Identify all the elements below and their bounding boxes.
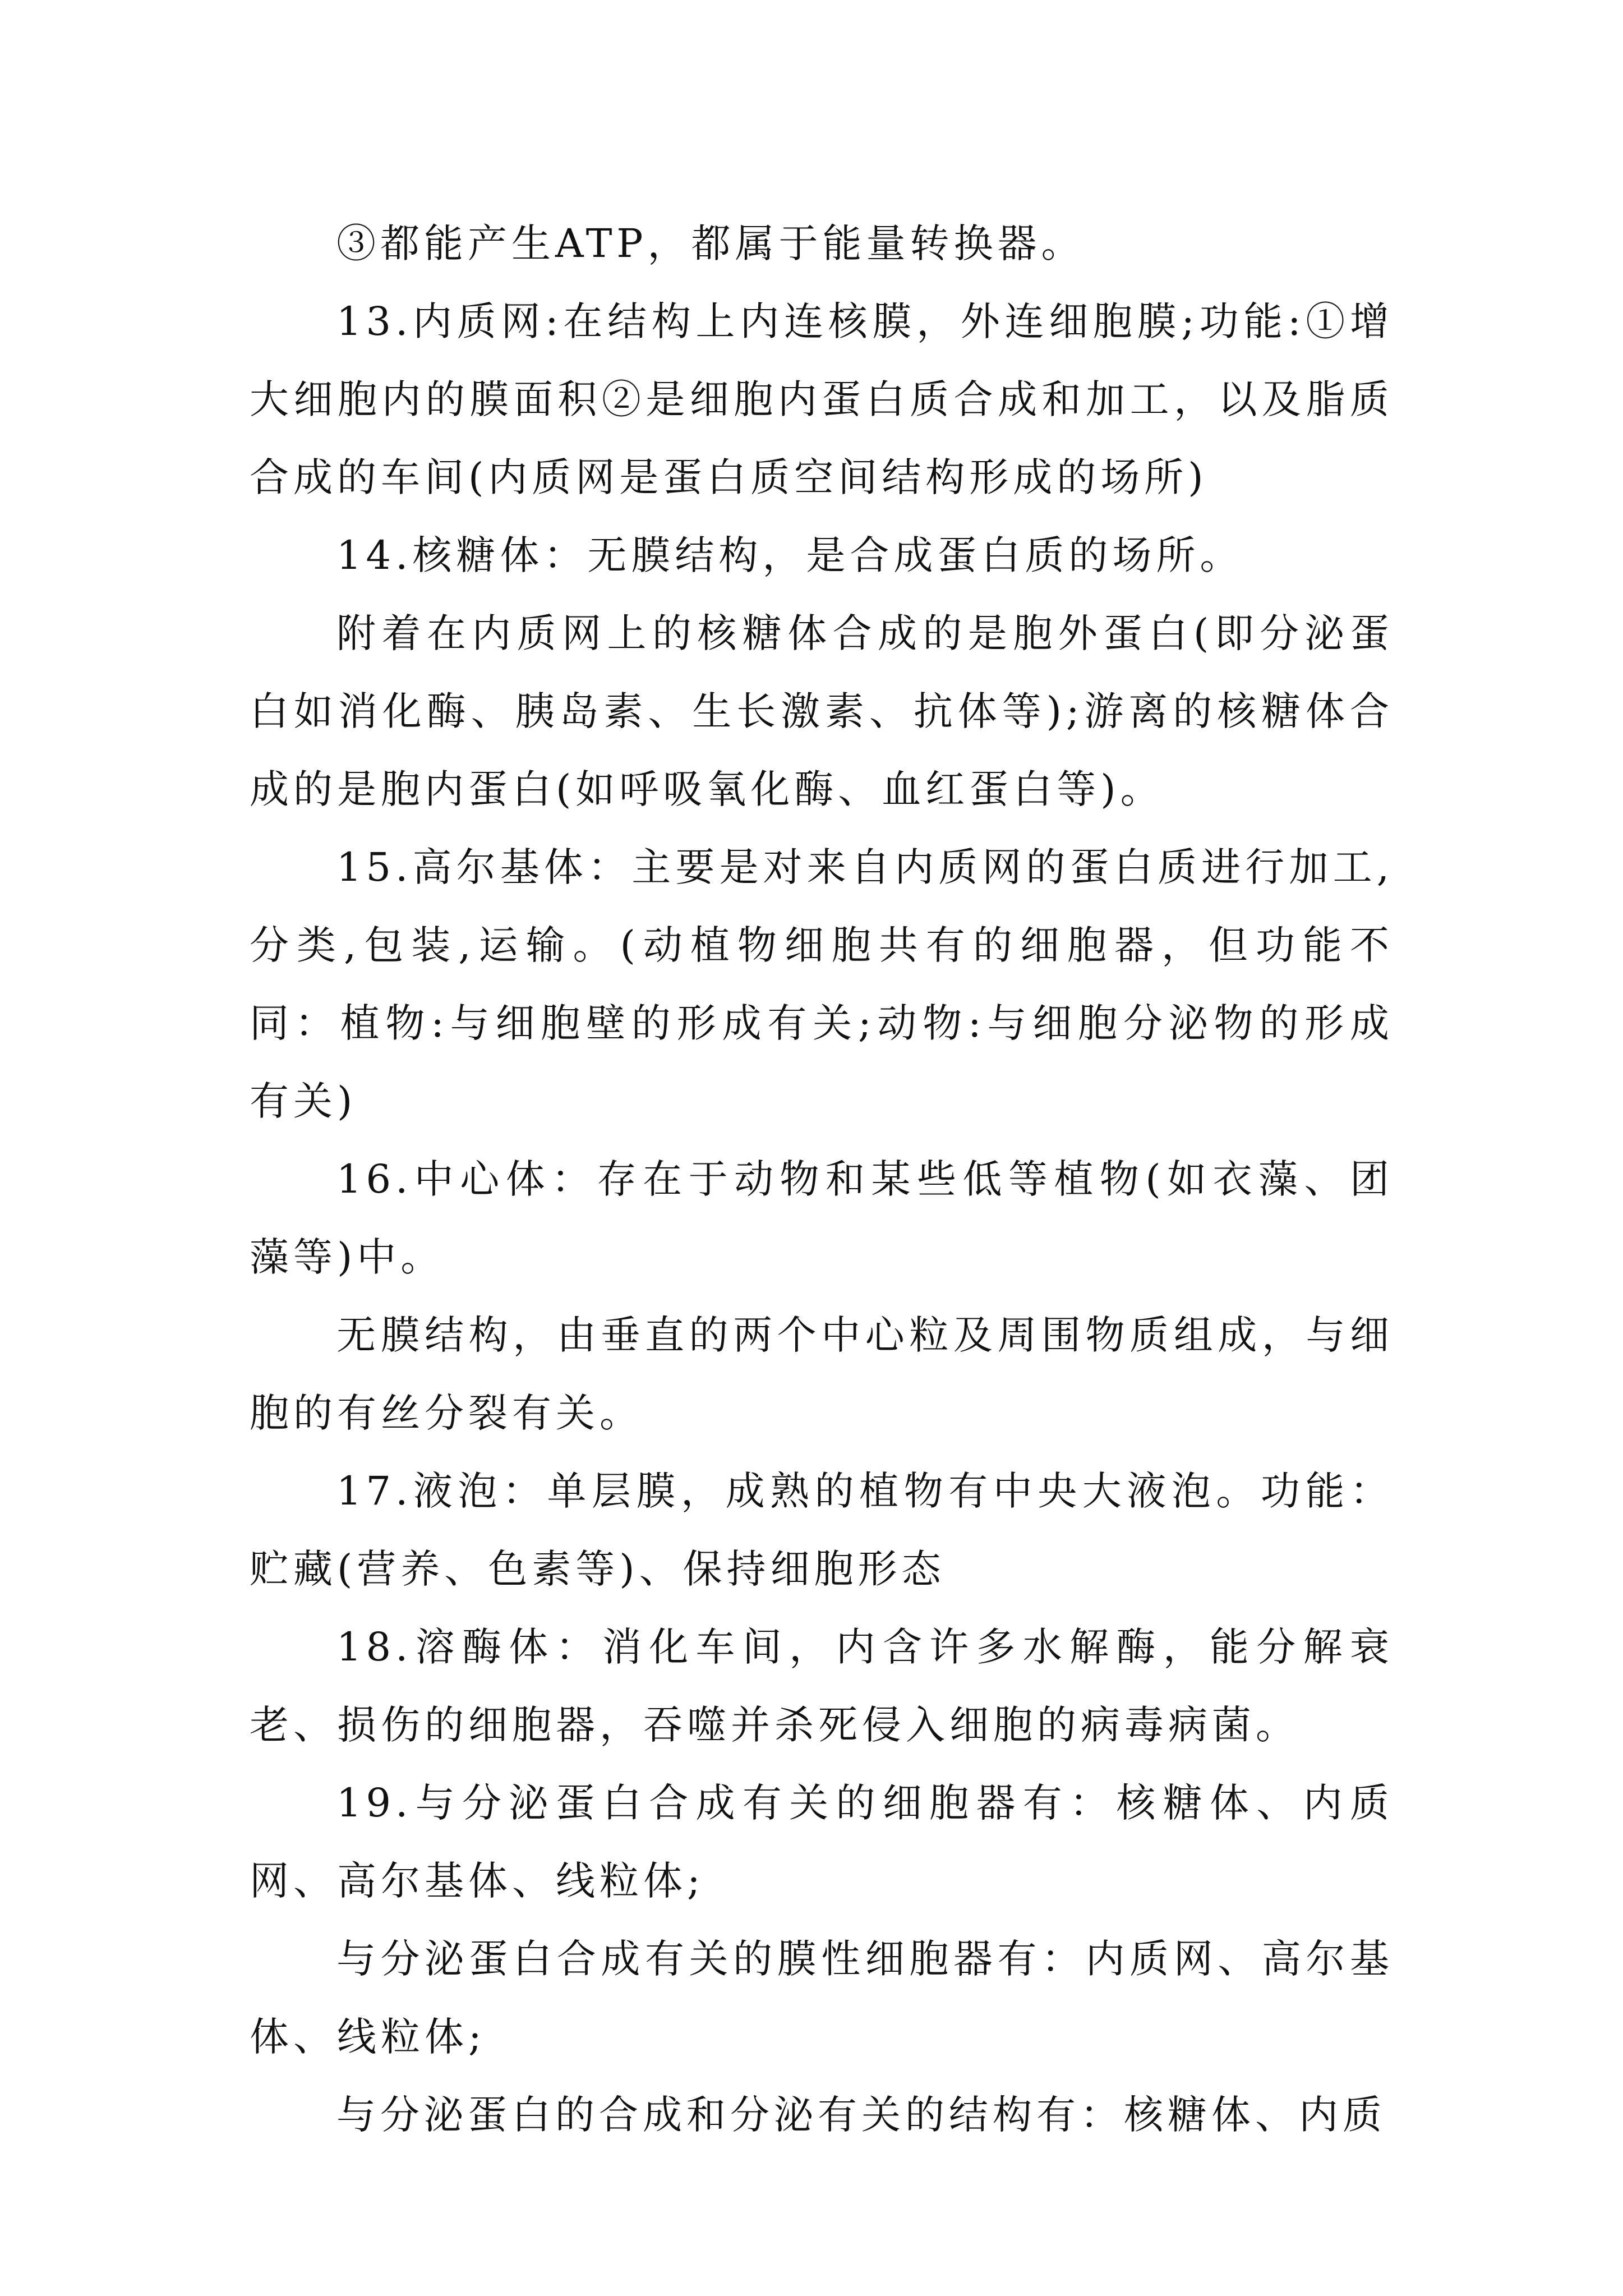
- paragraph-ribosome-proteins: 附着在内质网上的核糖体合成的是胞外蛋白(即分泌蛋白如消化酶、胰岛素、生长激素、抗体等);游离的核糖体合成的是胞内蛋白(如呼吸氧化酶、血红蛋白等)。: [250, 610, 1394, 812]
- paragraph-atp: ③都能产生ATP，都属于能量转换器。: [336, 220, 1085, 266]
- paragraph-secretory-structures: 与分泌蛋白的合成和分泌有关的结构有：核糖体、内质: [336, 2092, 1386, 2138]
- paragraph-secretory-membrane-organelles: 与分泌蛋白合成有关的膜性细胞器有：内质网、高尔基体、线粒体;: [250, 1936, 1394, 2060]
- paragraph-centrosome-structure: 无膜结构，由垂直的两个中心粒及周围物质组成，与细胞的有丝分裂有关。: [250, 1312, 1394, 1436]
- paragraph-golgi: 15.高尔基体：主要是对来自内质网的蛋白质进行加工,分类,包装,运输。(动植物细胞共有的细胞器，但功能不同：植物:与细胞壁的形成有关;动物:与细胞分泌物的形成有关): [250, 844, 1394, 1124]
- document-body: [250, 205, 1394, 2154]
- paragraph-secretory-organelles: 19.与分泌蛋白合成有关的细胞器有：核糖体、内质网、高尔基体、线粒体;: [250, 1780, 1394, 1904]
- paragraph-lysosome: 18.溶酶体：消化车间，内含许多水解酶，能分解衰老、损伤的细胞器，吞噬并杀死侵入细胞的病毒病菌。: [250, 1624, 1394, 1748]
- paragraph-centrosome: 16.中心体：存在于动物和某些低等植物(如衣藻、团藻等)中。: [250, 1156, 1394, 1280]
- paragraph-endoplasmic-reticulum: 13.内质网:在结构上内连核膜，外连细胞膜;功能:①增大细胞内的膜面积②是细胞内蛋白质合成和加工，以及脂质合成的车间(内质网是蛋白质空间结构形成的场所): [250, 298, 1394, 500]
- paragraph-ribosome: 14.核糖体：无膜结构，是合成蛋白质的场所。: [336, 532, 1244, 578]
- paragraph-vacuole: 17.液泡：单层膜，成熟的植物有中央大液泡。功能：贮藏(营养、色素等)、保持细胞形态: [250, 1468, 1394, 1592]
